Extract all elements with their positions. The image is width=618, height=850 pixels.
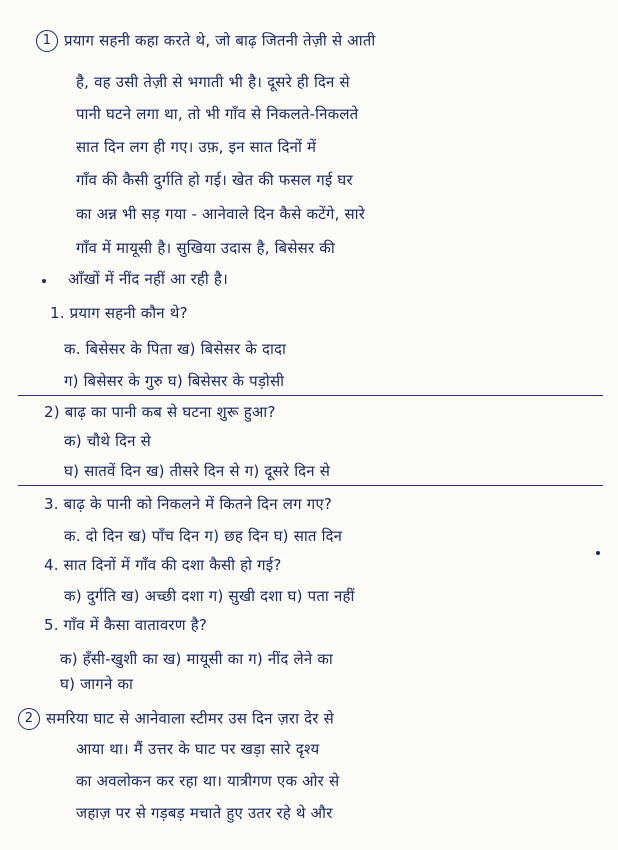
question-4-options: क) दुर्गति ख) अच्छी दशा ग) सुखी दशा घ) पता नहीं — [64, 587, 355, 605]
passage2-line-1: 2 समरिया घाट से आनेवाला स्टीमर उस दिन ज़रा देर से — [18, 708, 334, 730]
passage2-line-3: का अवलोकन कर रहा था। यात्रीगण एक ओर से — [76, 772, 340, 790]
margin-mark — [42, 279, 46, 283]
question-1-options-a: क. बिसेसर के पिता ख) बिसेसर के दादा — [64, 340, 287, 358]
passage2-line-4: जहाज़ पर से गड़बड़ मचाते हुए उतर रहे थे और — [76, 804, 333, 822]
passage2-line-2: आया था। मैं उत्तर के घाट पर खड़ा सारे दृश्य — [76, 740, 320, 758]
passage1-line-7: गाँव में मायूसी है। सुखिया उदास है, बिसेसर की — [76, 239, 335, 257]
question-5: 5. गाँव में कैसा वातावरण है? — [44, 616, 208, 634]
question-2: 2) बाढ़ का पानी कब से घटना शुरू हुआ? — [44, 403, 276, 421]
passage1-line-2: है, वह उसी तेज़ी से भगाती भी है। दूसरे ही दिन से — [76, 73, 350, 91]
question-3-options: क. दो दिन ख) पाँच दिन ग) छह दिन घ) सात दिन — [64, 527, 343, 545]
passage1-line-6: का अन्न भी सड़ गया - आनेवाले दिन कैसे कटेंगे, सारे — [76, 205, 366, 223]
question-2-options-a: क) चौथे दिन से — [64, 432, 151, 450]
question-divider — [18, 395, 603, 396]
question-1-options-b: ग) बिसेसर के गुरु घ) बिसेसर के पड़ोसी — [64, 372, 285, 390]
passage1-line-1: 1 प्रयाग सहनी कहा करते थे, जो बाढ़ जितनी तेज़ी से आती — [36, 30, 375, 52]
question-2-options-b: घ) सातवें दिन ख) तीसरे दिन से ग) दूसरे दिन से — [64, 462, 331, 480]
passage1-number: 1 — [36, 30, 58, 52]
margin-mark — [596, 551, 600, 555]
question-4: 4. सात दिनों में गाँव की दशा कैसी हो गई? — [44, 556, 282, 574]
passage2-number: 2 — [18, 708, 40, 730]
passage1-line-4: सात दिन लग ही गए। उफ़, इन सात दिनों में — [76, 138, 317, 156]
question-3: 3. बाढ़ के पानी को निकलने में कितने दिन लग गए? — [44, 495, 332, 513]
passage1-line-8: आँखों में नींद नहीं आ रही है। — [68, 270, 228, 288]
passage1-line-5: गाँव की कैसी दुर्गति हो गई। खेत की फसल गई घर — [76, 171, 353, 189]
question-5-options-b: घ) जागने का — [60, 675, 134, 693]
question-1: 1. प्रयाग सहनी कौन थे? — [50, 304, 188, 322]
question-divider — [18, 485, 603, 486]
passage1-line-3: पानी घटने लगा था, तो भी गाँव से निकलते-निकलते — [76, 105, 359, 123]
question-5-options-a: क) हँसी-खुशी का ख) मायूसी का ग) नींद लेने का — [60, 650, 333, 668]
